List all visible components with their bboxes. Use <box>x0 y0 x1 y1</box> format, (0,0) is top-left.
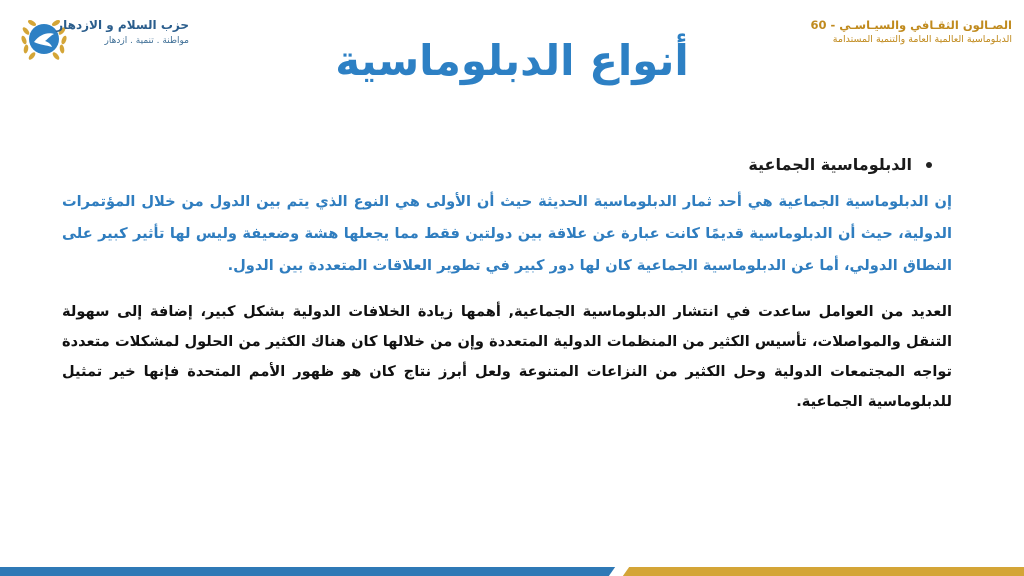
slide-content <box>62 155 952 431</box>
salon-title: الصـالون الثقـافي والسيـاسـي - 60 <box>810 18 1012 32</box>
black-paragraph: العديد من العوامل ساعدت في انتشار الدبلوماسية الجماعية, أهمها زيادة الخلافات الدولية بشكل كبير، إضافة إلى سهولة التنقل والمواصلات، تأسيس الكثير من المنظمات الدولية المتعددة وإن من خلالها كان هناك الكثير من الحلول لمشكلات متعددة تواجه المجتمعات الدولية وحل الكثير من النزاعات المتنوعة ولعل أبرز نتاج كان هو ظهور الأمم المتحدة فإنها خير تمثيل للدبلوماسية الجماعية. <box>62 302 952 410</box>
party-slogan: مواطنة . تنمية . ازدهار <box>104 36 189 46</box>
footer-bar-blue <box>0 567 620 576</box>
footer-bar-gold <box>620 567 1024 576</box>
bullet-dot-icon <box>926 162 932 168</box>
bullet-label: الدبلوماسية الجماعية <box>748 155 912 174</box>
slide-title: أنواع الدبلوماسية <box>335 36 689 85</box>
blue-paragraph: إن الدبلوماسية الجماعية هي أحد ثمار الدبلوماسية الحديثة حيث أن الأولى هي النوع الذي يتم بين الدول من خلال المؤتمرات الدولية، حيث أن الدبلوماسية قديمًا كانت عبارة عن علاقة بين دولتين فقط مما يجعلها هشة وضعيفة وليس لها تأثير كبير على النطاق الدولي، أما عن الدبلوماسية الجماعية كان لها دور كبير في تطوير العلاقات المتعددة بين الدول. <box>62 193 952 274</box>
bullet-item <box>62 155 932 174</box>
party-name: حزب السلام و الازدهار <box>56 18 189 32</box>
salon-subtitle: الدبلوماسية العالمية العامة والتنمية المستدامة <box>832 34 1012 45</box>
